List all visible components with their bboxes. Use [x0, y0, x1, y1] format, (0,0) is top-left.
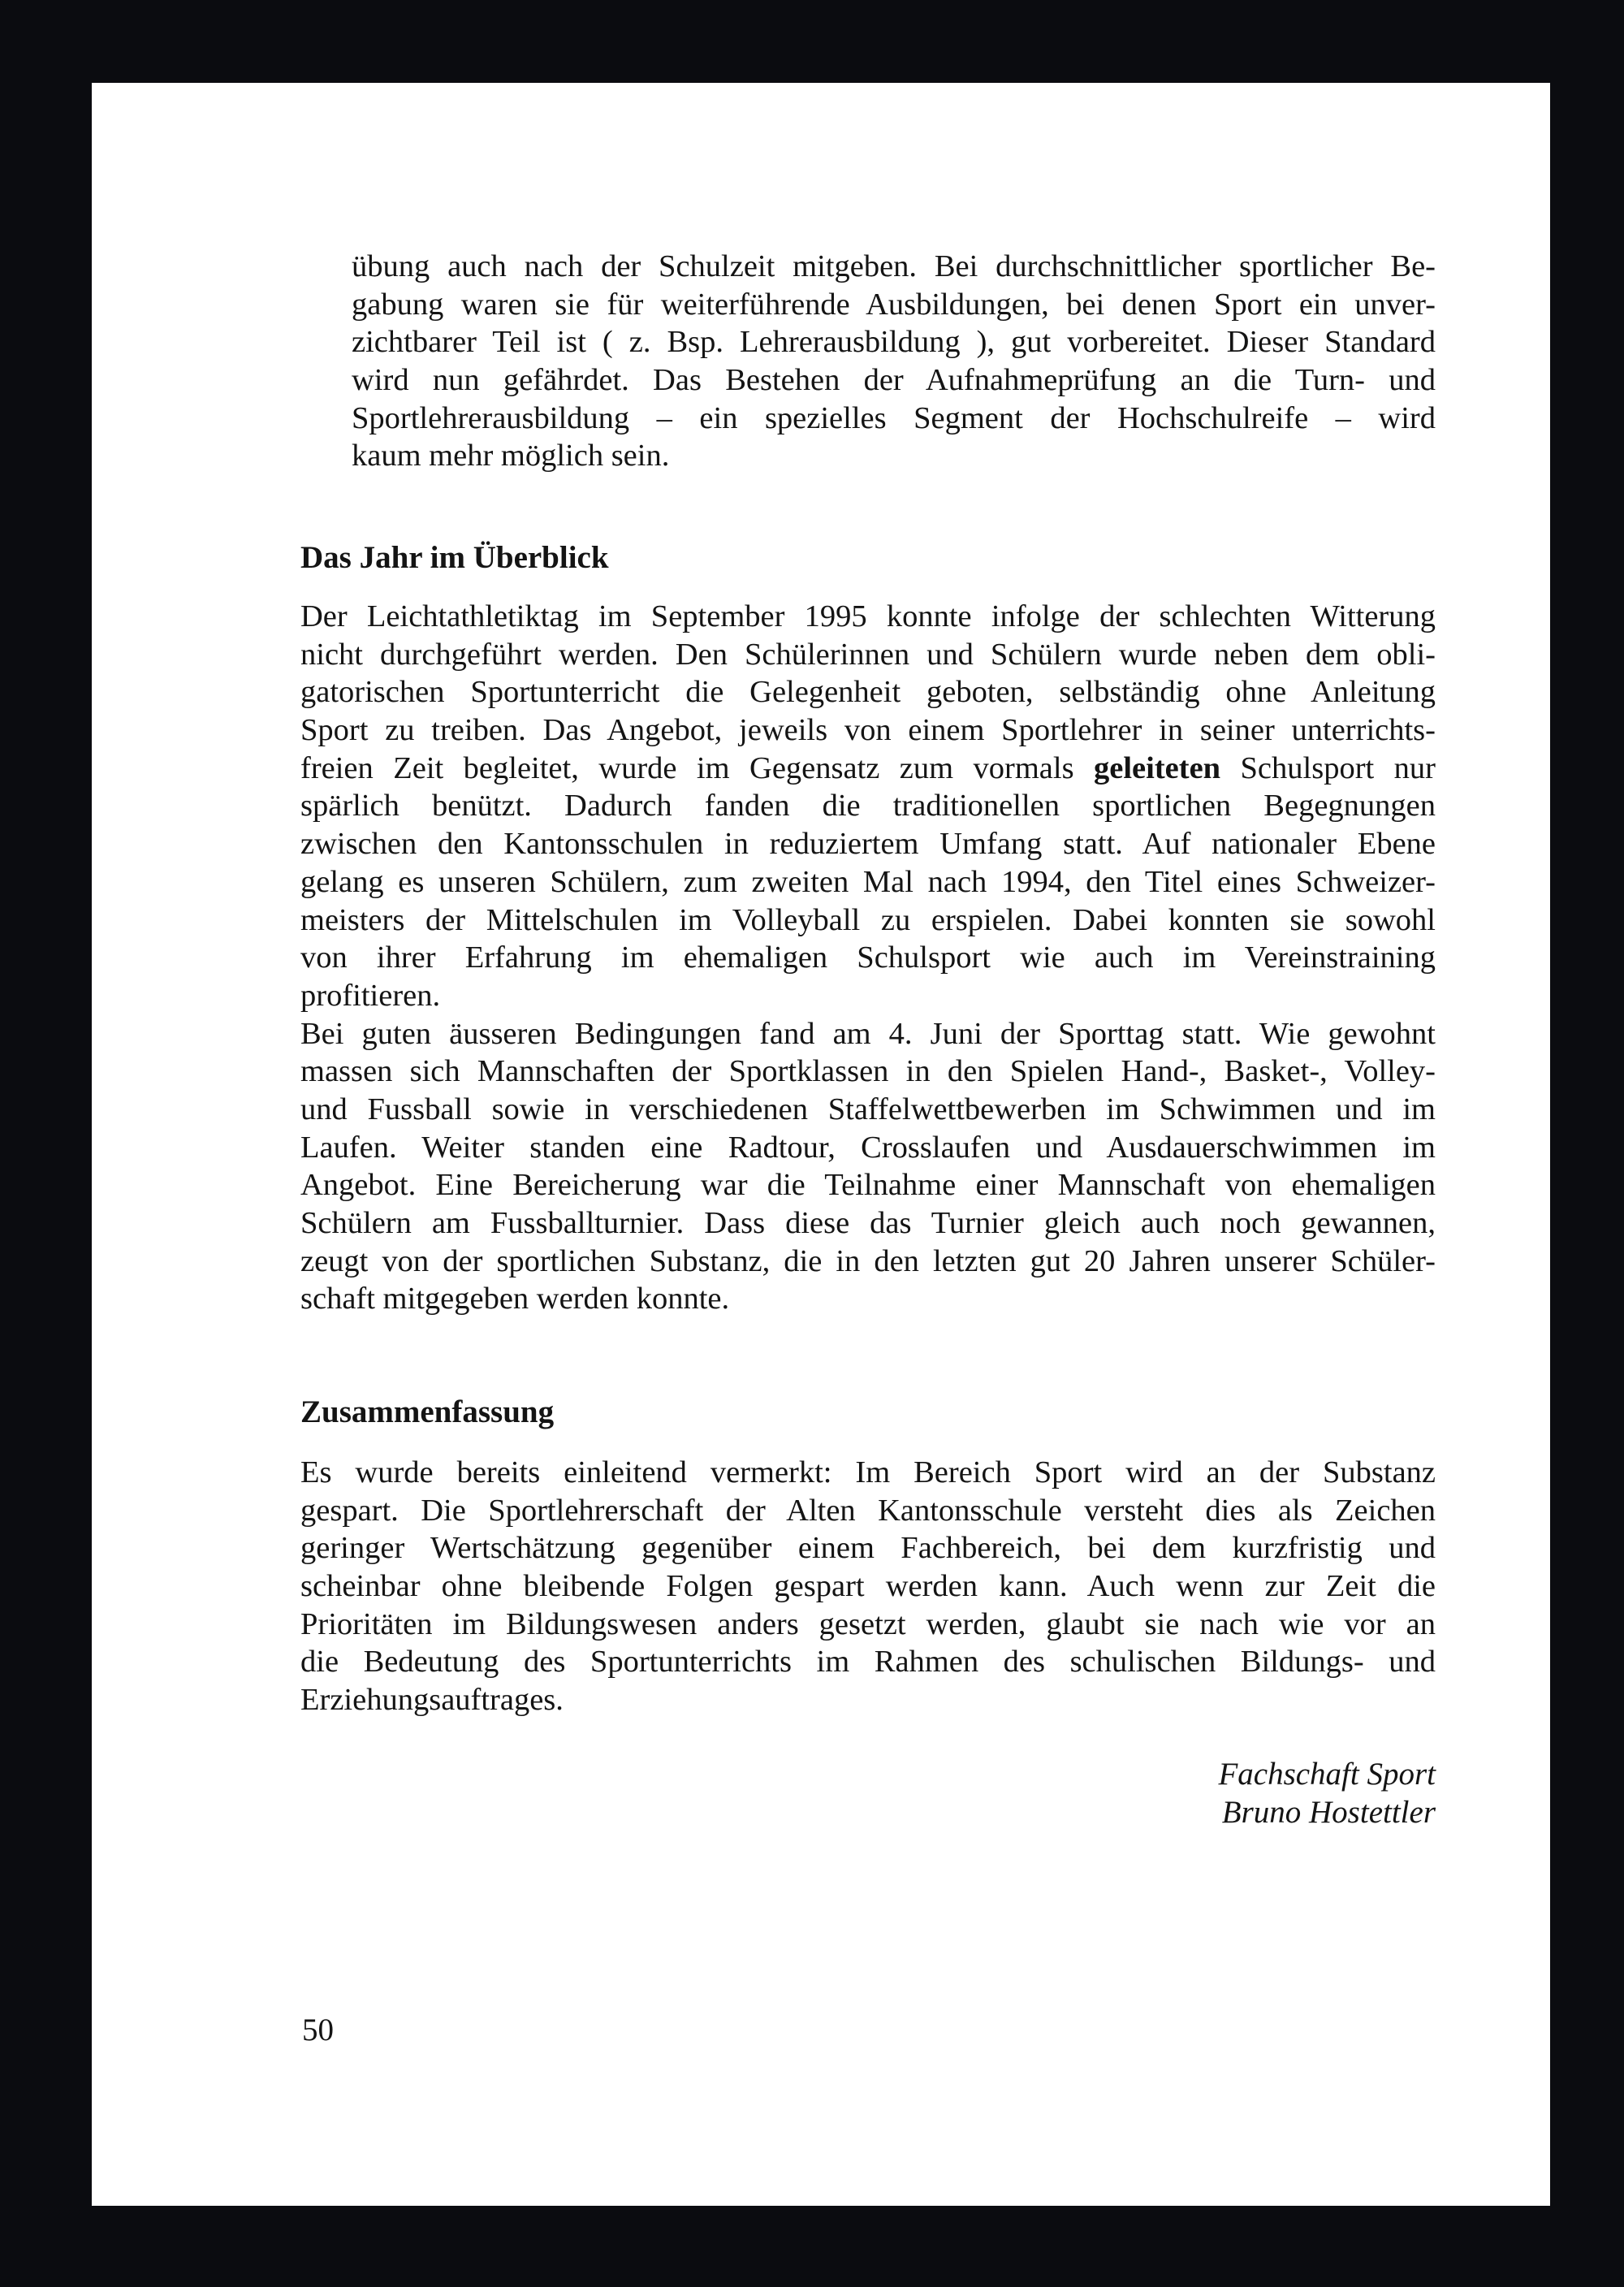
text-line: zichtbarer Teil ist ( z. Bsp. Lehrerausbildung ), gut vorbereitet. Dieser Standard [352, 325, 1436, 360]
heading-summary: Zusammenfassung [300, 1394, 555, 1429]
text-line: Laufen. Weiter standen eine Radtour, Crosslaufen und Ausdauerschwimmen im [300, 1130, 1436, 1165]
text-line: nicht durchgeführt werden. Den Schülerinnen und Schülern wurde neben dem obli- [300, 637, 1436, 672]
text-line: Prioritäten im Bildungswesen anders gesetzt werden, glaubt sie nach wie vor an [300, 1606, 1436, 1641]
text-line: Schülern am Fussballturnier. Dass diese das Turnier gleich auch noch gewannen, [300, 1206, 1436, 1240]
text-line: Erziehungsauftrages. [300, 1683, 564, 1718]
signature [1030, 1756, 1436, 1831]
text-line: massen sich Mannschaften der Sportklassen in den Spielen Hand-, Basket-, Volley- [300, 1054, 1436, 1089]
text-line: Angebot. Eine Bereicherung war die Teilnahme einer Mannschaft von ehemaligen [300, 1168, 1436, 1203]
text-line: schaft mitgegeben werden konnte. [300, 1282, 730, 1316]
text-line: spärlich benützt. Dadurch fanden die traditionellen sportlichen Begegnungen [300, 789, 1436, 824]
signature-author: Bruno Hostettler [1221, 1794, 1436, 1830]
text-line [300, 750, 1436, 788]
text-line: Sportlehrerausbildung – ein spezielles Segment der Hochschulreife – wird [352, 400, 1436, 435]
document-page [92, 83, 1550, 2206]
signature-department: Fachschaft Sport [1218, 1757, 1436, 1792]
text-line: scheinbar ohne bleibende Folgen gespart werden kann. Auch wenn zur Zeit die [300, 1569, 1436, 1604]
text-line: profitieren. [300, 978, 441, 1013]
page-number: 50 [302, 2012, 334, 2047]
emphasized-word: geleiteten [1094, 750, 1221, 785]
text-line: kaum mehr möglich sein. [352, 439, 670, 473]
text-line: gespart. Die Sportlehrerschaft der Alten Kantonsschule versteht dies als Zeichen [300, 1493, 1436, 1528]
text-line: Es wurde bereits einleitend vermerkt: Im Bereich Sport wird an der Substanz [300, 1455, 1436, 1489]
text-line: Bei guten äusseren Bedingungen fand am 4. Juni der Sporttag statt. Wie gewohnt [300, 1016, 1436, 1051]
paragraph-intro-continuation [352, 248, 1436, 475]
text-line: meisters der Mittelschulen im Volleyball zu erspielen. Dabei konnten sie sowohl [300, 902, 1436, 937]
text-segment: Schulsport nur [1220, 750, 1436, 785]
text-line: gatorischen Sportunterricht die Gelegenheit geboten, selbständig ohne Anleitung [300, 675, 1436, 710]
text-line: die Bedeutung des Sportunterrichts im Rahmen des schulischen Bildungs- und [300, 1645, 1436, 1680]
text-line: gabung waren sie für weiterführende Ausbildungen, bei denen Sport ein unver- [352, 287, 1436, 322]
text-line: zwischen den Kantonsschulen in reduziertem Umfang statt. Auf nationaler Ebene [300, 827, 1436, 862]
text-line: Der Leichtathletiktag im September 1995 konnte infolge der schlechten Witterung [300, 599, 1436, 633]
text-line: zeugt von der sportlichen Substanz, die in den letzten gut 20 Jahren unserer Schüler- [300, 1243, 1436, 1278]
text-line: wird nun gefährdet. Das Bestehen der Aufnahmeprüfung an die Turn- und [352, 363, 1436, 398]
text-line: übung auch nach der Schulzeit mitgeben. Bei durchschnittlicher sportlicher Be- [352, 249, 1436, 283]
text-segment: freien Zeit begleitet, wurde im Gegensatz zum vormals [300, 750, 1095, 785]
heading-year-overview: Das Jahr im Überblick [300, 540, 609, 575]
text-line: und Fussball sowie in verschiedenen Staffelwettbewerben im Schwimmen und im [300, 1092, 1436, 1126]
text-line: Sport zu treiben. Das Angebot, jeweils von einem Sportlehrer in seiner unterrichts- [300, 713, 1436, 748]
text-line: von ihrer Erfahrung im ehemaligen Schulsport wie auch im Vereinstraining [300, 940, 1436, 975]
paragraph-summary [300, 1454, 1436, 1719]
text-line: geringer Wertschätzung gegenüber einem Fachbereich, bei dem kurzfristig und [300, 1531, 1436, 1566]
paragraph-year-overview [300, 598, 1436, 1318]
text-line: gelang es unseren Schülern, zum zweiten Mal nach 1994, den Titel eines Schweizer- [300, 864, 1436, 899]
